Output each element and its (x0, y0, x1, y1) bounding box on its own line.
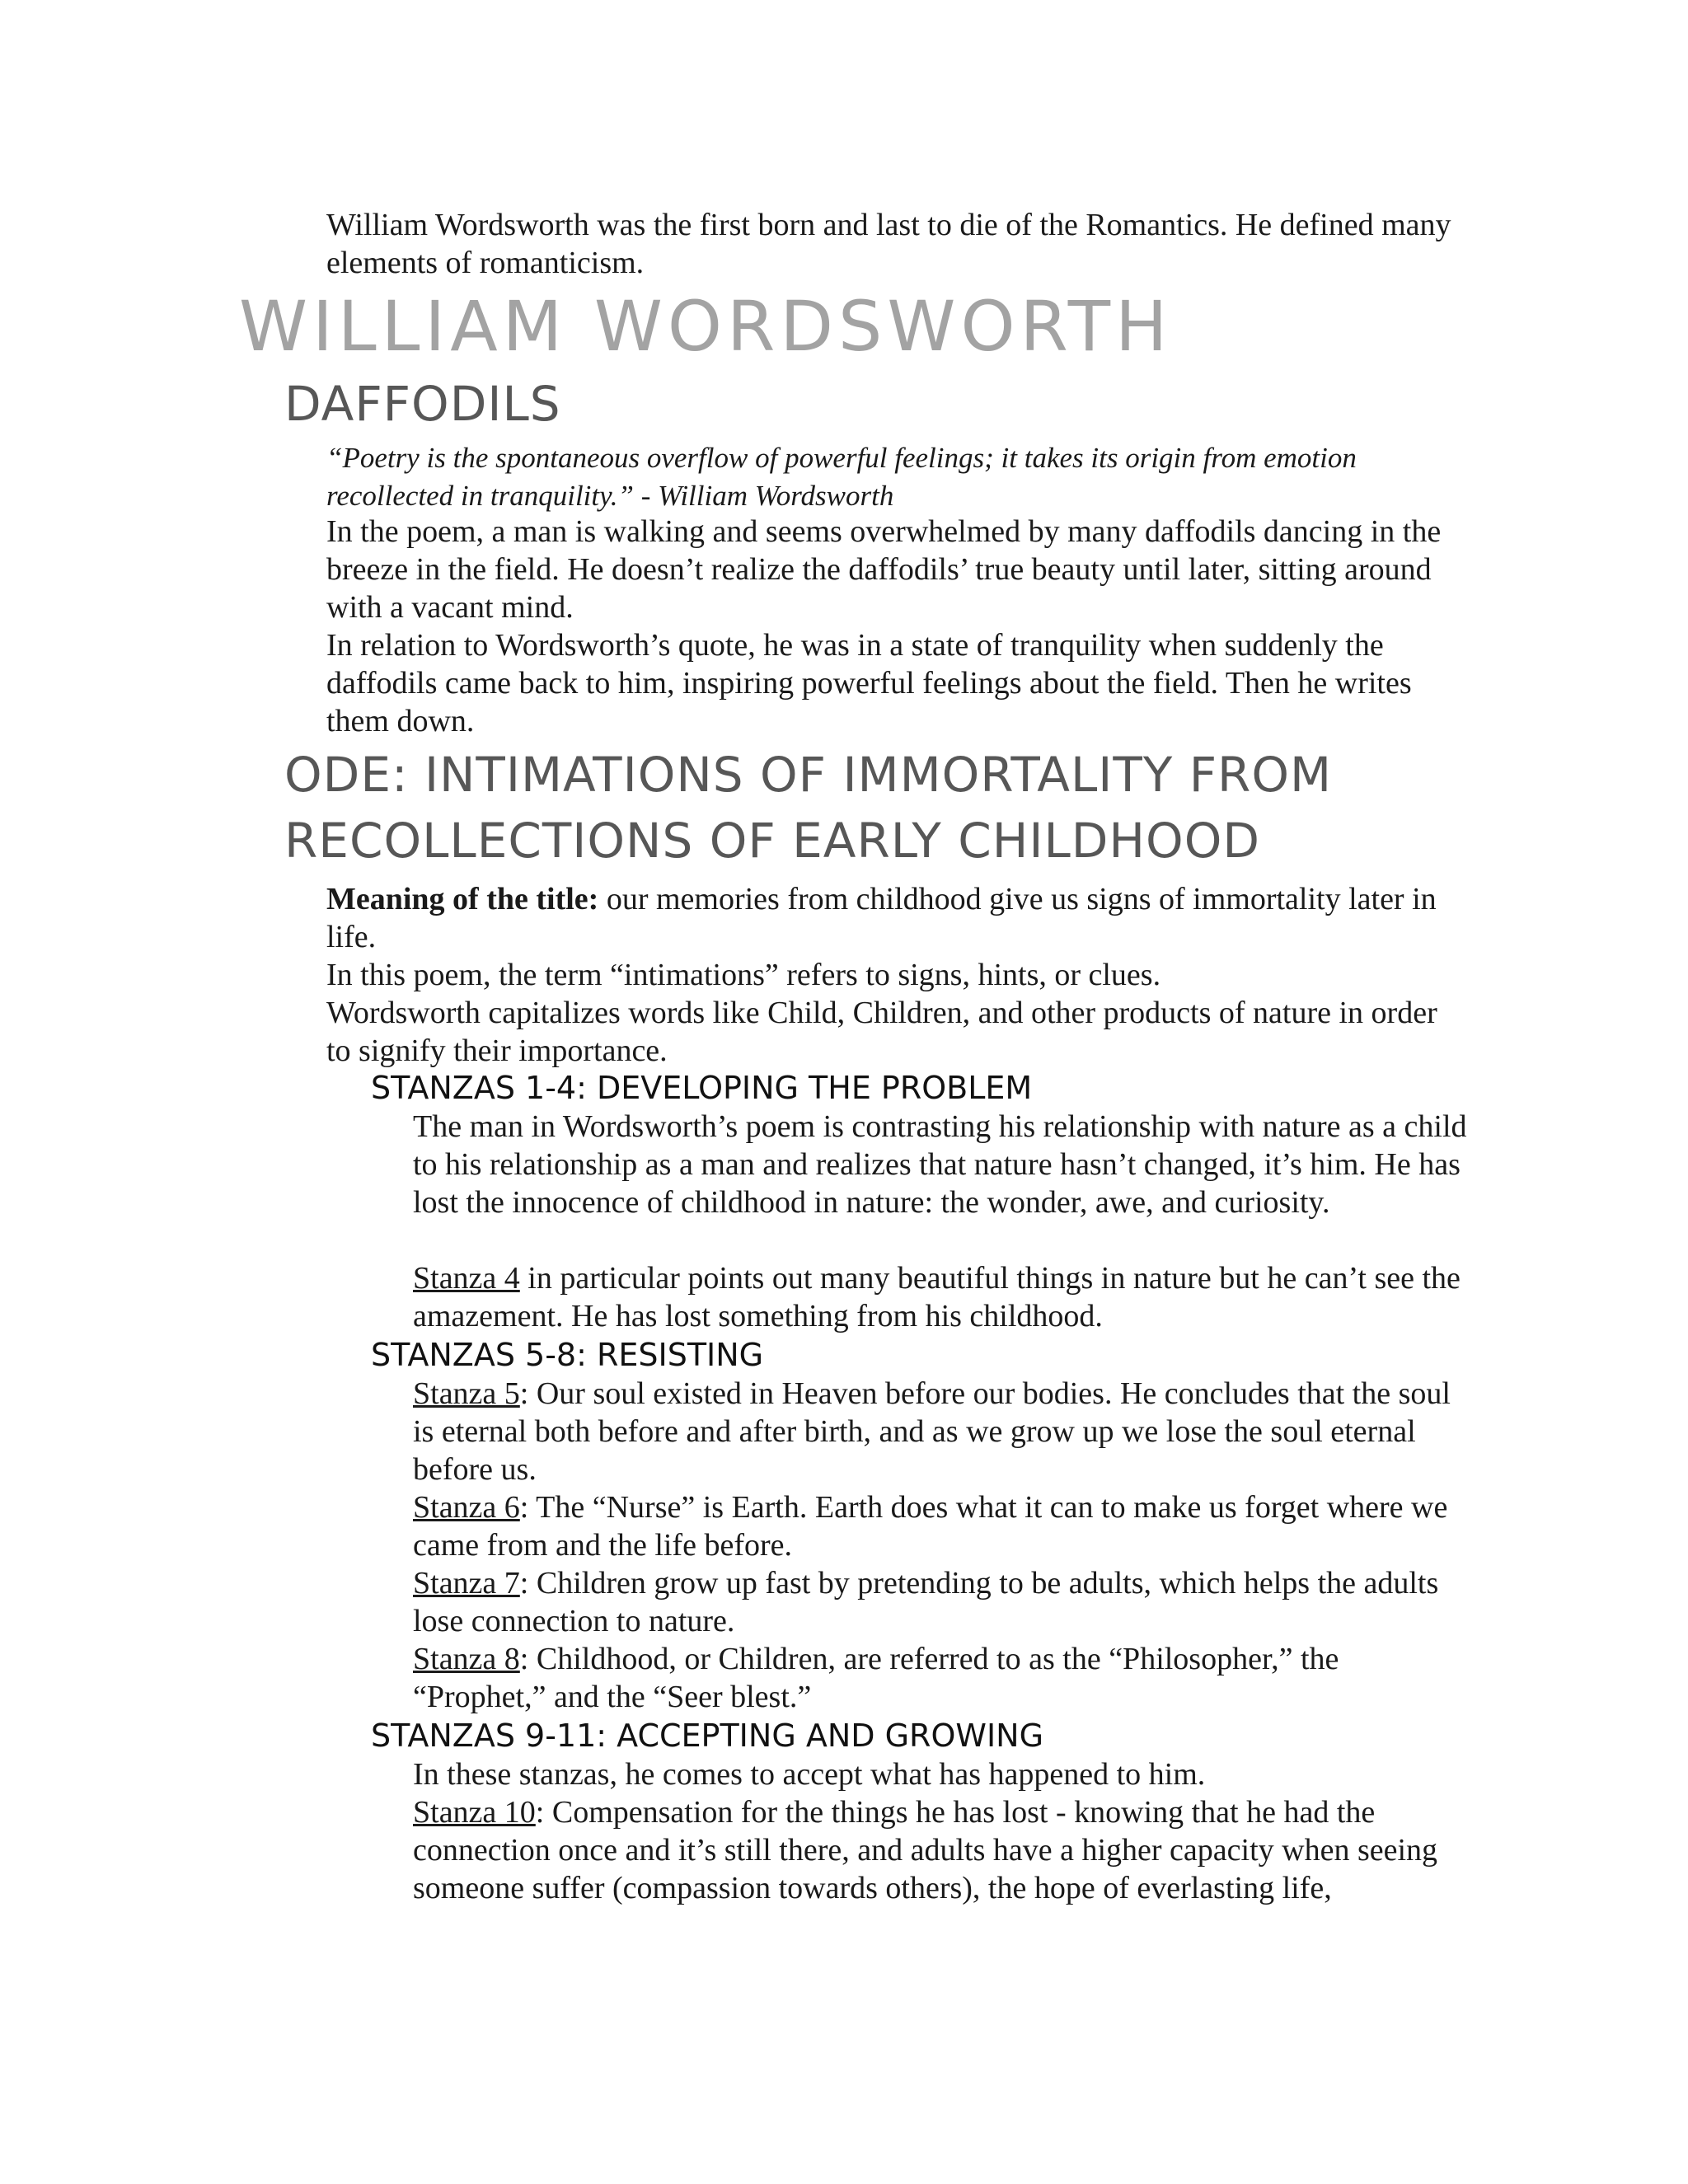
stanza-6-text: : The “Nurse” is Earth. Earth does what it can to make us forget where we came from and the life before. (413, 1490, 1448, 1563)
subheading-stanzas-9-11: STANZAS 9-11: ACCEPTING AND GROWING (371, 1718, 1044, 1754)
meaning-label: Meaning of the title: (326, 882, 599, 916)
subheading-stanzas-5-8: STANZAS 5-8: RESISTING (371, 1337, 764, 1373)
stanzas-9-11-paragraph: In these stanzas, he comes to accept what has happened to him. (413, 1757, 1206, 1792)
stanza-5-paragraph (413, 1375, 1468, 1488)
ode-capitalizes-paragraph: Wordsworth capitalizes words like Child, Children, and other products of nature in order to signify their importance. (326, 996, 1437, 1068)
daffodils-paragraph-relation: In relation to Wordsworth’s quote, he was in a state of tranquility when suddenly the daffodils came back to him, inspiring powerful feelings about the field. Then he writes them down. (326, 628, 1412, 738)
stanza-8-paragraph (413, 1640, 1468, 1716)
stanza-10-paragraph (413, 1793, 1476, 1907)
daffodils-paragraph-summary: In the poem, a man is walking and seems overwhelmed by many daffodils dancing in the breeze in the field. He doesn’t realize the daffodils’ true beauty until later, sitting around with a vacant mind. (326, 514, 1442, 625)
stanza-4-paragraph (413, 1259, 1484, 1335)
stanza-7-text: : Children grow up fast by pretending to be adults, which helps the adults lose connection to nature. (413, 1566, 1439, 1638)
stanza-8-label: Stanza 8 (413, 1642, 520, 1676)
section-heading-ode: ODE: INTIMATIONS OF IMMORTALITY FROM RECOLLECTIONS OF EARLY CHILDHOOD (284, 747, 1333, 869)
stanza-7-label: Stanza 7 (413, 1566, 520, 1601)
stanzas-1-4-paragraph: The man in Wordsworth’s poem is contrasting his relationship with nature as a child to his relationship as a man and realizes that nature hasn’t changed, it’s him. He has lost the innocence of childhood in nature: the wonder, awe, and curiosity. (413, 1109, 1467, 1220)
stanza-5-text: : Our soul existed in Heaven before our bodies. He concludes that the soul is eternal both before and after birth, and as we grow up we lose the soul eternal before us. (413, 1376, 1451, 1487)
ode-intimations-paragraph: In this poem, the term “intimations” refers to signs, hints, or clues. (326, 958, 1161, 992)
ode-meaning-paragraph (326, 880, 1447, 956)
stanza-10-text: : Compensation for the things he has lost - knowing that he had the connection once and it’s still there, and adults have a higher capacity when seeing someone suffer (compassion towards others), the hope of everlasting life, (413, 1795, 1438, 1905)
stanza-5-label: Stanza 5 (413, 1376, 520, 1411)
wordsworth-quote: “Poetry is the spontaneous overflow of powerful feelings; it takes its origin from emotion recollected in tranquility.” - William Wordsworth (326, 442, 1357, 512)
stanza-4-label: Stanza 4 (413, 1261, 520, 1296)
stanza-6-paragraph (413, 1488, 1484, 1564)
stanza-6-label: Stanza 6 (413, 1490, 520, 1525)
meaning-text: our memories from childhood give us signs of immortality later in life. (326, 882, 1437, 954)
stanza-8-text: : Childhood, or Children, are referred to as the “Philosopher,” the “Prophet,” and the “Seer blest.” (413, 1642, 1339, 1714)
section-heading-daffodils: DAFFODILS (284, 376, 561, 432)
intro-paragraph: William Wordsworth was the first born and last to die of the Romantics. He defined many elements of romanticism. (326, 208, 1451, 280)
stanza-4-text: in particular points out many beautiful things in nature but he can’t see the amazement. He has lost something from his childhood. (413, 1261, 1461, 1333)
page-title: WILLIAM WORDSWORTH (239, 286, 1173, 367)
stanza-10-label: Stanza 10 (413, 1795, 536, 1830)
stanza-7-paragraph (413, 1564, 1468, 1640)
subheading-stanzas-1-4: STANZAS 1-4: DEVELOPING THE PROBLEM (371, 1070, 1033, 1106)
